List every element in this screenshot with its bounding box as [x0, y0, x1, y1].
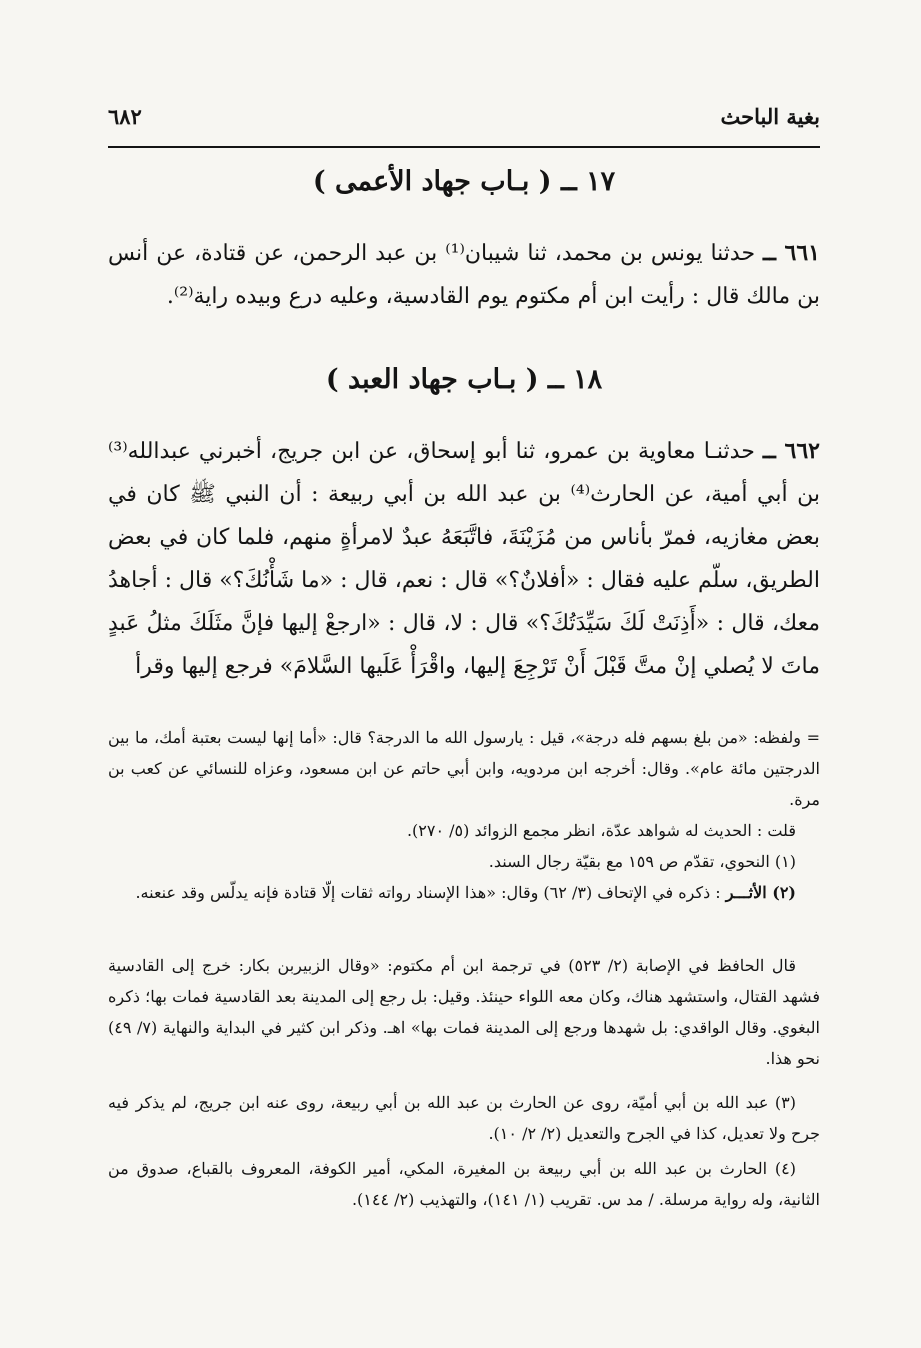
hadith-662 — [108, 430, 820, 688]
section-heading-18: ١٨ ــ ( بـاب جهاد العبد ) — [325, 364, 603, 395]
footnote-3: (٣) عبد الله بن أبي أميّة، روى عن الحارث بن عبد الله بن أبي ربيعة، روى عنه ابن جريج، لم يذكر فيه جرح ولا تعديل، كذا في الجرح والتعديل (٢/ ٢/ ١٠). — [108, 1093, 820, 1143]
footnote-2-text: : ذكره في الإتحاف (٣/ ٦٢) وقال: «هذا الإسناد رواته ثقات إلّا قتادة فإنه يدلّس وقد عنعنه. — [135, 883, 721, 902]
footnote-2-label: (٢) الأثـــر — [725, 883, 796, 902]
running-header — [108, 96, 820, 136]
hadith-number-662: ٦٦٢ ــ — [762, 438, 820, 464]
page-number: ٦٨٢ — [108, 103, 142, 129]
footnote-4: (٤) الحارث بن عبد الله بن أبي ربيعة بن المغيرة، المكي، أمير الكوفة، المعروف بالقباع، صدوق من الثانية، وله رواية مرسلة. / مد س. تقريب (١/ ١٤١)، والتهذيب (٢/ ١٤٤). — [108, 1159, 820, 1209]
footnote-2-continuation: قال الحافظ في الإصابة (٢/ ٥٢٣) في ترجمة ابن أم مكتوم: «وقال الزبيربن بكار: خرج إلى القادسية فشهد القتال، واستشهد هناك، وكان معه اللواء حينئذ. وقيل: بل رجع إلى المدينة بعد القادسية فمات بها؛ ذكره البغوي. وقال الواقدي: بل شهدها ورجع إلى المدينة فمات بها» اهـ. وذكر ابن كثير في البداية والنهاية (٧/ ٤٩) نحو هذا. — [108, 956, 821, 1068]
header-rule — [108, 146, 820, 148]
hadith-661 — [108, 232, 820, 318]
footnote-continuation: = ولفظه: «من بلغ بسهم فله درجة»، قيل : يارسول الله ما الدرجة؟ قال: «أما إنها ليست بعتبة أمك، ما بين الدرجتين مائة عام». وقال: أخرجه ابن مردويه، وابن أبي حاتم عن ابن مسعود، وعزاه للنسائي عن كعب بن مرة. — [108, 728, 820, 809]
book-title: بغية الباحث — [720, 103, 820, 129]
footnote-1: (١) النحوي، تقدّم ص ١٥٩ مع بقيّة رجال السند. — [488, 852, 796, 871]
hadith-text-662: حدثنـا معاوية بن عمرو، ثنا أبو إسحاق، عن ابن جريج، أخبرني عبدالله⁽³⁾ بن أبي أمية، عن الحارث⁽⁴⁾ بن عبد الله بن أبي ربيعة : أن النبي ﷺ كان في بعض مغازيه، فمرّ بأناس من مُزَيْنَةَ، فاتَّبَعَهُ عبدٌ لامرأةٍ منهم، فلما كان في بعض الطريق، سلّم عليه فقال : «أفلانٌ؟» قال : نعم، قال : «ما شَأْنُكَ؟» قال : أجاهدُ معك، قال : «أَذِنَتْ لَكَ سَيِّدَتُكَ؟» قال : لا، قال : «ارجعْ إليها فإنَّ مثَلَكَ مثلُ عَبدٍ ماتَ لا يُصلي إنْ متَّ قَبْلَ أَنْ تَرْجِعَ إليها، واقْرَأْ عَلَيها السَّلامَ» فرجع إليها وقرأ — [108, 439, 820, 679]
footnote-2 — [108, 877, 820, 908]
hadith-number-661: ٦٦١ ــ — [763, 240, 820, 266]
hadith-text-661: حدثنا يونس بن محمد، ثنا شيبان⁽¹⁾ بن عبد الرحمن، عن قتادة، عن أنس بن مالك قال : رأيت ابن أم مكتوم يوم القادسية، وعليه درع وبيده راية⁽²⁾. — [108, 241, 820, 309]
footnote-qultu: قلت : الحديث له شواهد عدّة، انظر مجمع الزوائد (٥/ ٢٧٠). — [406, 821, 796, 840]
section-heading-17: ١٧ ــ ( بـاب جهاد الأعمى ) — [312, 166, 616, 197]
